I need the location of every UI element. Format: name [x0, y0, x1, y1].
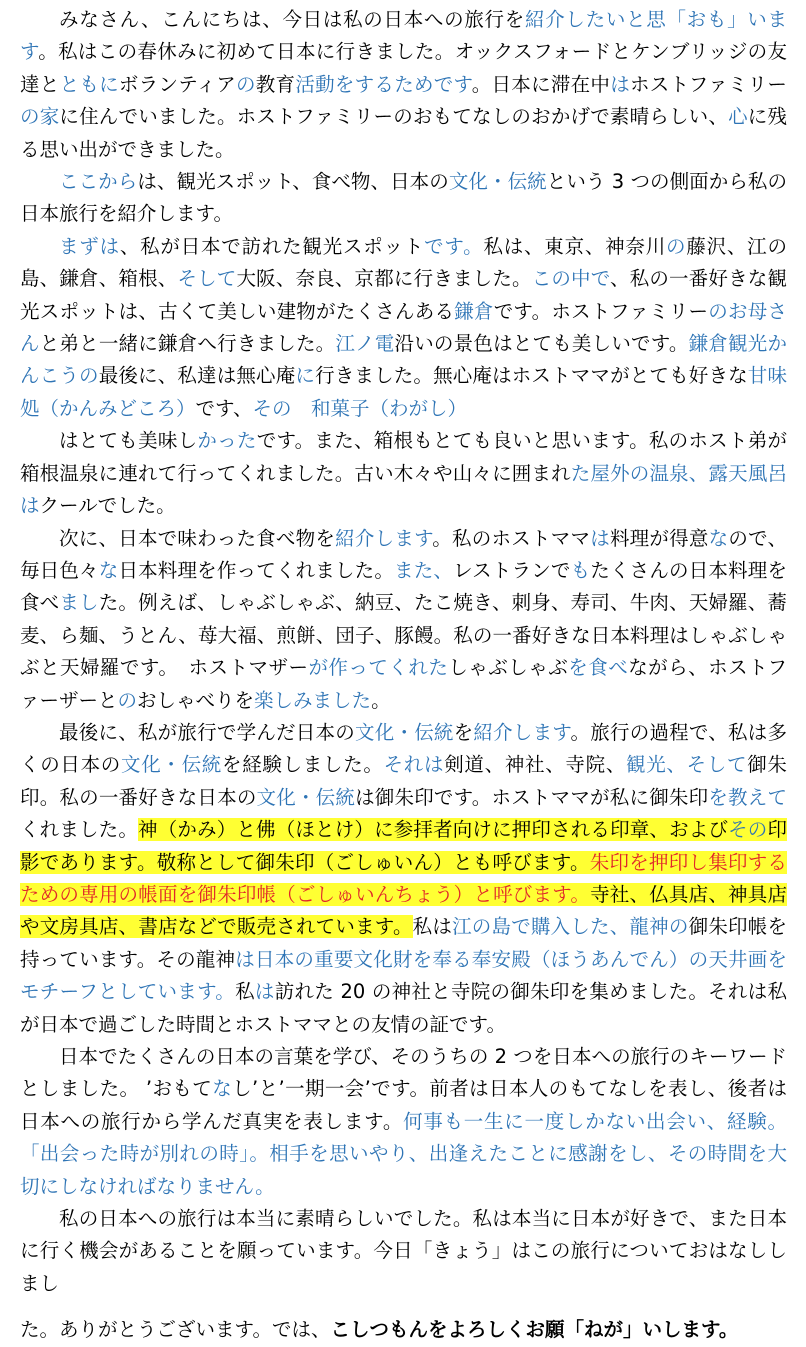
text-run: 日本でたくさんの日本の言葉を学び、そのうちの 2 つを日本への旅行のキーワードとしました。 ’おもて: [20, 1045, 787, 1101]
text-run: を経験しました。: [222, 753, 384, 777]
text-run: です。ホストファミリー: [493, 299, 709, 323]
text-run: ホストファミリー: [629, 72, 787, 96]
text-run: の: [666, 234, 687, 258]
text-run: くれました。: [20, 818, 139, 842]
text-run: 御朱印帳を持っています。その龍神: [20, 915, 787, 971]
text-run: のお母さん: [20, 299, 787, 356]
text-run: 最後に、私達は無心庵: [98, 364, 296, 388]
paragraph-5: [20, 523, 787, 717]
text-run: 活動をするためです: [295, 72, 472, 96]
text-run: は: [590, 526, 610, 550]
paragraph-4: [20, 425, 787, 522]
text-run: 。私はこの春休みに初めて日本に行きました。オックスフォードとケンブリッジの友達と: [20, 40, 787, 96]
text-run: おしゃべりを: [137, 688, 255, 712]
text-run: 私の日本への旅行は本当に素晴らしいでした。私は本当に日本が好きで、また日本に行く機会があることを願っています。今日「きょう」はこの旅行についておはなししまし: [20, 1207, 787, 1295]
text-run: その: [728, 818, 768, 842]
text-run: 私は: [412, 915, 453, 939]
text-run: 。旅行の過程で、私は多くの日本の: [20, 720, 787, 777]
text-run: ながら、ホストファーザーと: [20, 656, 787, 712]
text-run: 教育: [255, 72, 296, 96]
text-run: 、私の一番好きな観光スポットは、古くて美しい建物がたくさんある: [20, 267, 787, 323]
text-run: は: [254, 980, 275, 1004]
text-run: 朱印を押印し集印するための専用の帳面を御朱印帳（ごしゅいんちょう）と呼びます。: [20, 850, 787, 906]
text-run: 私は、東京、神奈川: [483, 234, 667, 258]
text-run: です。また、箱根もとても良いと思います。私のホスト弟が箱根温泉に連れて行ってくれました。古い木々や山々に囲まれ: [20, 429, 787, 485]
text-run: 行きました。無心庵はホストママがとても好きな: [315, 364, 748, 388]
text-run: 。: [371, 688, 391, 712]
paragraph-8: [20, 1203, 787, 1300]
text-run: の: [235, 72, 256, 96]
text-run: に: [295, 364, 316, 388]
text-run: まし: [59, 591, 99, 615]
text-run: 文化・伝統: [121, 753, 222, 777]
text-run: 文化・伝統: [355, 720, 454, 744]
text-run: を教えて: [708, 785, 787, 809]
text-run: そして: [177, 267, 237, 291]
text-run: は御朱印です。ホストママが私に御朱印: [355, 785, 709, 809]
text-run: 観光、そして: [626, 753, 748, 777]
text-run: 。私のホストママ: [432, 526, 591, 550]
text-run: 剣道、神社、寺院、: [444, 753, 627, 777]
text-run: 最後に、私が旅行で学んだ日本の: [59, 720, 355, 744]
paragraph-1: [20, 4, 787, 166]
text-run: はとても美味し: [59, 429, 198, 453]
text-run: みなさん、こんにちは、今日は私の日本への旅行を: [59, 8, 525, 31]
text-run: という 3 つの側面から私の日本旅行を紹介します。: [20, 170, 787, 226]
text-run: 紹介します: [473, 720, 571, 744]
text-run: に住んでいました。ホストファミリーのおもてなしのおかげで素晴らしい、: [59, 105, 729, 129]
text-run: 藤沢、江の島、鎌倉、箱根、: [20, 234, 787, 291]
paragraph-2: [20, 166, 787, 231]
text-run: この中で: [531, 267, 611, 291]
text-run: まずは: [59, 234, 120, 258]
text-run: を食べ: [568, 656, 629, 680]
text-run: し’と’一期一会’です。前者は日本人のもてなしを表し、後者は日本への旅行から学んだ真実を表します。: [20, 1077, 787, 1133]
text-run: 日本料理を作ってくれました。: [118, 558, 395, 582]
text-run: です、: [195, 396, 253, 420]
text-run: 。日本に滞在中: [471, 72, 611, 96]
text-run: 寺社、仏具店、神具店や文房具店、書店などで販売されています。: [20, 882, 787, 939]
text-run: 訪れた 20 の神社と寺院の御朱印を集めました。それは私が日本で過ごした時間とホストママとの友情の証です。: [20, 980, 787, 1036]
text-run: ここから: [59, 170, 138, 194]
text-run: 神（かみ）と佛（ほとけ）に参拝者向けに押印される印章、および: [138, 818, 729, 842]
text-run: 日本の重要文化財を奉る奉安殿（ほうあんでん）の天井画をモチーフとしています。: [20, 947, 787, 1004]
text-run: 次に、日本で味わった食べ物を: [59, 526, 336, 550]
text-run: 江ノ電: [335, 332, 395, 356]
closing-text-run: た。ありがとうございます。では、: [20, 1318, 331, 1342]
text-run: を: [453, 720, 474, 744]
text-run: 文化・伝統: [448, 170, 547, 194]
text-run: 甘味処（かんみどころ）: [20, 364, 787, 420]
closing-line: [20, 1314, 787, 1346]
text-run: 御朱印。私の一番好きな日本の: [20, 753, 787, 809]
text-run: たくさんの日本料理を食べ: [20, 558, 787, 615]
text-run: かった: [197, 429, 257, 453]
text-run: また、: [394, 558, 454, 582]
text-run: な: [98, 558, 119, 582]
text-run: です。: [424, 234, 484, 258]
paragraph-7: [20, 1041, 787, 1203]
text-run: 印影であります。敬称として御朱印（ごしゅいん）とも呼びます。: [20, 818, 787, 874]
text-run: は: [235, 947, 255, 971]
text-run: 大阪、奈良、京都に行きました。: [236, 267, 532, 291]
text-run: 心: [728, 105, 748, 129]
text-run: と弟と一緒に鎌倉へ行きました。: [39, 332, 336, 356]
text-run: 文化・伝統: [256, 785, 356, 809]
text-run: それは: [383, 753, 445, 777]
text-run: クールでした。: [39, 494, 176, 518]
text-run: 私: [235, 980, 255, 1004]
text-run: ボランティア: [118, 72, 236, 96]
text-run: しゃぶしゃぶ: [448, 656, 569, 680]
text-run: は、観光スポット、食べ物、日本の: [137, 170, 449, 194]
text-run: ので、毎日色々: [20, 526, 787, 582]
text-run: 楽しみました: [254, 688, 372, 712]
paragraph-3: [20, 231, 787, 425]
text-run: の: [117, 688, 138, 712]
text-run: 料理が得意: [609, 526, 709, 550]
text-run: その 和菓子（わがし）: [252, 396, 467, 420]
text-run: も: [570, 558, 591, 582]
text-run: が作ってくれた: [308, 656, 449, 680]
text-run: な: [708, 526, 729, 550]
text-run: ともに: [59, 72, 119, 96]
text-run: 江の島で購入した、龍神の: [452, 915, 689, 939]
text-run: レストランで: [453, 558, 571, 582]
closing-text-run: こしつもんをよろしくお願「ねが」いします。: [330, 1318, 739, 1342]
text-run: に残る思い出ができました。: [20, 105, 787, 161]
text-run: 紹介します: [335, 526, 433, 550]
text-run: な: [212, 1077, 233, 1101]
text-run: 鎌倉: [454, 299, 494, 323]
text-run: た屋外の温泉、露天風呂は: [20, 461, 787, 518]
text-run: 沿いの景色はとても美しいです。: [394, 332, 689, 356]
text-run: 紹介したいと思「おも」います: [20, 8, 787, 64]
text-run: 何事も一生に一度しかない出会い、経験。「出会った時が別れの時」。相手を思いやり、出逢えたことに感謝をし、その時間を大切にしなければなりません。: [20, 1109, 787, 1198]
paragraph-6: [20, 717, 787, 1041]
text-run: た。例えば、しゃぶしゃぶ、納豆、たこ焼き、刺身、寿司、牛肉、天婦羅、蕎麦、ら麺、うとん、苺大福、煎餅、団子、豚饅。私の一番好きな日本料理はしゃぶしゃぶと天婦羅です。 ホストマザー: [20, 591, 787, 680]
document-body: [20, 4, 787, 1300]
text-run: 鎌倉観光かんこうの: [20, 332, 787, 388]
text-run: は: [610, 72, 630, 96]
text-run: の家: [20, 105, 60, 129]
text-run: 、私が日本で訪れた観光スポット: [119, 234, 425, 258]
